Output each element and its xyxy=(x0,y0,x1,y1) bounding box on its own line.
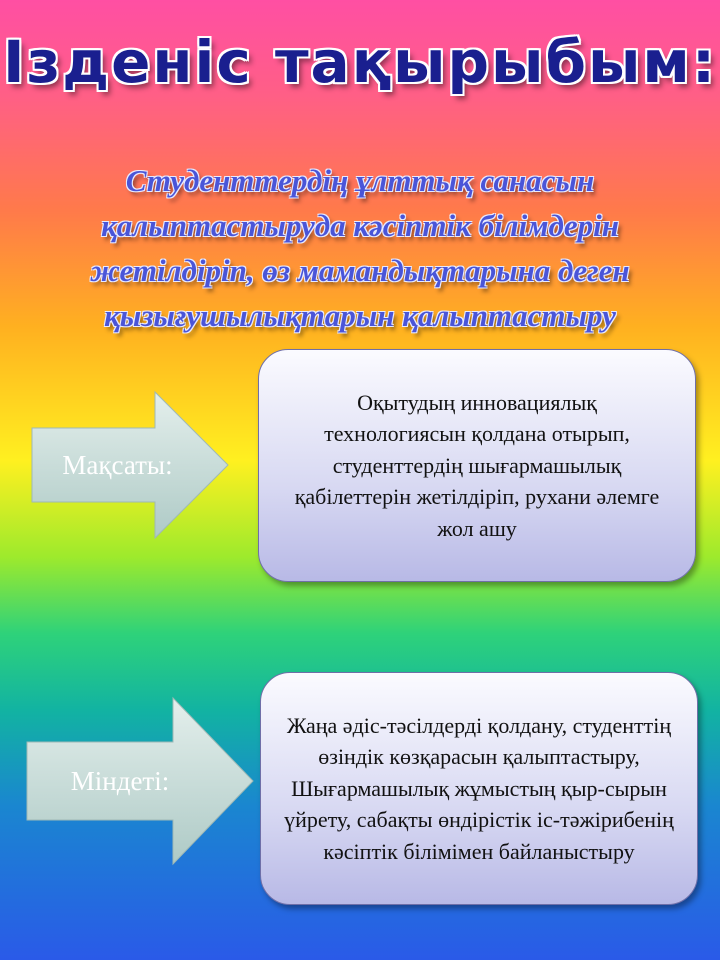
goal-box xyxy=(258,349,696,582)
tasks-arrow xyxy=(25,706,225,856)
page-title: Ізденіс тақырыбым: xyxy=(2,28,718,96)
tasks-label: Міндеті: xyxy=(70,765,170,796)
tasks-text-2: Шығармашылық жұмыстың қыр-сырын үйрету, сабақты өндірістік іс-тәжірибенің кәсіптік білімімен байланыстыру xyxy=(284,775,674,864)
goal-text: Оқытудың инновациялық технологиясын қолдана отырып, студенттердің шығармашылық қабілеттерін жетілдіріп, рухани әлемге жол ашу xyxy=(294,389,660,541)
goal-label: Мақсаты: xyxy=(62,449,173,480)
tasks-box xyxy=(260,672,698,905)
tasks-text-1: Жаңа әдіс-тәсілдерді қолдану, студенттің өзіндік көзқарасын қалыптастыру, xyxy=(286,712,672,770)
goal-arrow xyxy=(30,390,230,540)
research-topic-text: Студенттердің ұлттық санасын қалыптастыруда кәсіптік білімдерін жетілдіріп, өз мамандықтарына деген қызығушылықтарын қалыптастыру xyxy=(90,163,630,333)
